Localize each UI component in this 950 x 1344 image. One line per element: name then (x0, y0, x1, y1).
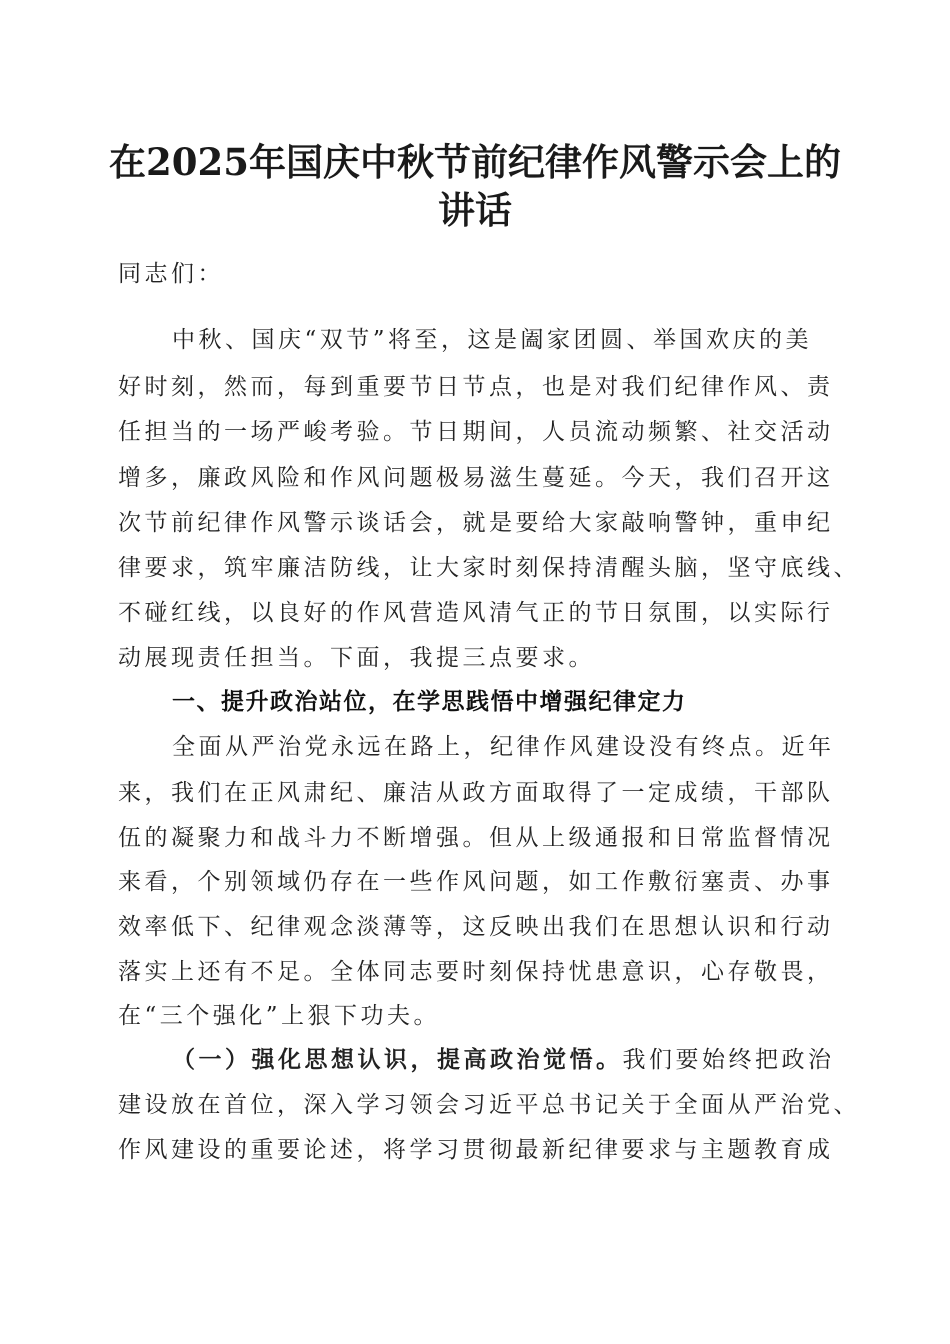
paragraph-2-line: 全面从严治党永远在路上，纪律作风建设没有终点。近年 (172, 734, 835, 760)
paragraph-1-line: 增多，廉政风险和作风问题极易滋生蔓延。今天，我们召开这 (118, 465, 834, 491)
paragraph-1-line: 好时刻，然而，每到重要节日节点，也是对我们纪律作风、责 (118, 374, 834, 400)
paragraph-2-line: 效率低下、纪律观念淡薄等，这反映出我们在思想认识和行动 (118, 914, 834, 940)
paragraph-2-line: 来看，个别领域仍存在一些作风问题，如工作敷衍塞责、办事 (118, 869, 834, 895)
paragraph-2-line: 落实上还有不足。全体同志要时刻保持忧患意识，心存敬畏， (118, 959, 834, 985)
salutation: 同志们： (118, 261, 224, 287)
subsection-1-lead: （一）强化思想认识，提高政治觉悟。 (172, 1046, 623, 1073)
paragraph-1-line: 动展现责任担当。下面，我提三点要求。 (118, 645, 595, 671)
section-heading-1: 一、提升政治站位，在学思践悟中增强纪律定力 (172, 689, 687, 715)
paragraph-1-line: 任担当的一场严峻考验。节日期间，人员流动频繁、社交活动 (118, 419, 834, 445)
paragraph-3-line: 作风建设的重要论述，将学习贯彻最新纪律要求与主题教育成 (118, 1137, 834, 1163)
paragraph-1-line: 不碰红线，以良好的作风营造风清气正的节日氛围，以实际行 (118, 600, 834, 626)
subsection-1-rest: 我们要始终把政治 (622, 1047, 835, 1073)
paragraph-2-line: 来，我们在正风肃纪、廉洁从政方面取得了一定成绩，干部队 (118, 780, 834, 806)
document-title-line-1: 在2025年国庆中秋节前纪律作风警示会上的 (109, 140, 841, 184)
paragraph-1-line: 次节前纪律作风警示谈话会，就是要给大家敲响警钟，重申纪 (118, 510, 834, 536)
paragraph-1-line: 律要求，筑牢廉洁防线，让大家时刻保持清醒头脑，坚守底线、 (118, 555, 860, 581)
paragraph-1-line: 中秋、国庆“双节”将至，这是阖家团圆、举国欢庆的美 (172, 327, 813, 353)
subsection-1-line (172, 1043, 835, 1077)
paragraph-3-line: 建设放在首位，深入学习领会习近平总书记关于全面从严治党、 (118, 1092, 860, 1118)
document-title-line-2: 讲话 (438, 188, 512, 232)
paragraph-2-line: 在“三个强化”上狠下功夫。 (118, 1003, 441, 1029)
paragraph-2-line: 伍的凝聚力和战斗力不断增强。但从上级通报和日常监督情况 (118, 825, 834, 851)
